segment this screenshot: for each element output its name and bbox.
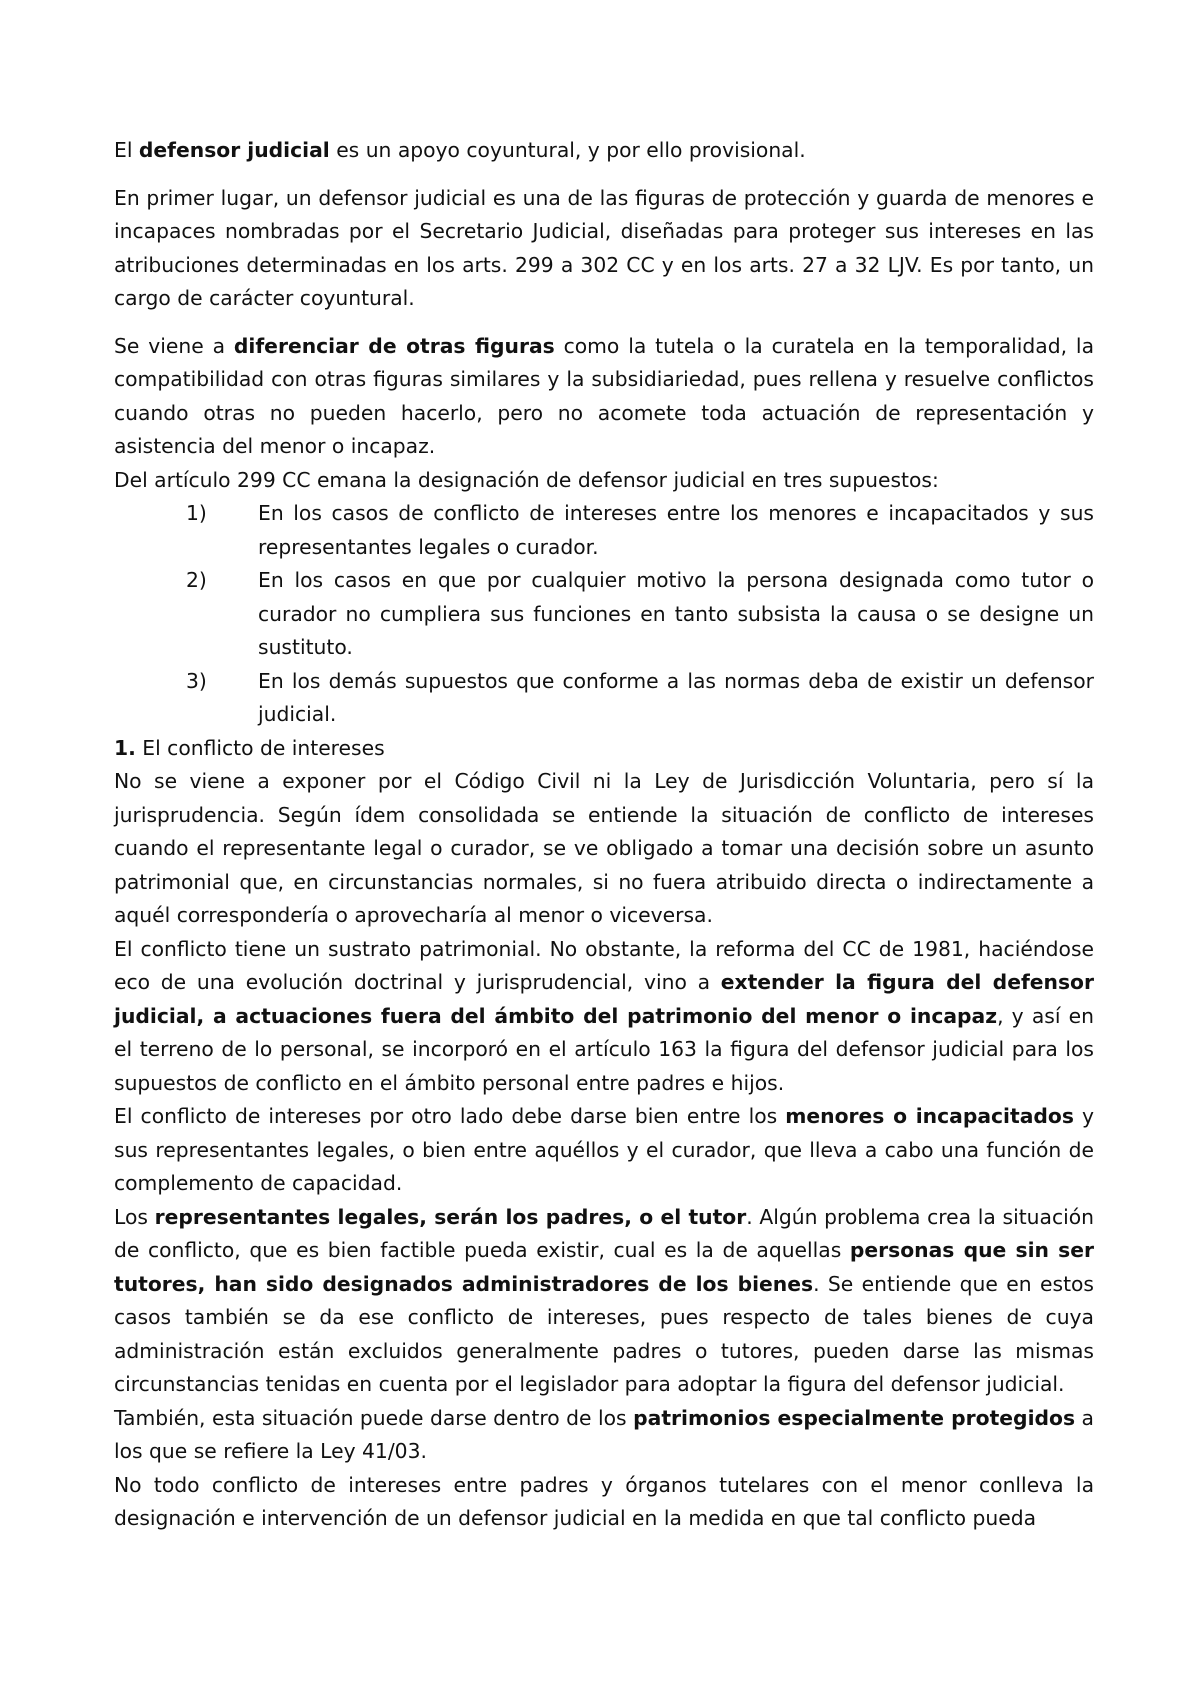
list-item-text: En los demás supuestos que conforme a las normas deba de existir un defensor judicial. xyxy=(258,668,1094,726)
bold-term: diferenciar de otras figuras xyxy=(233,333,555,358)
list-item xyxy=(186,665,1094,732)
paragraph-closing: No todo conflicto de intereses entre padres y órganos tutelares con el menor conlleva la designación e intervención de un defensor judicial en la medida en que tal conflicto pueda xyxy=(114,1472,1094,1530)
list-item-number: 1) xyxy=(186,501,207,525)
paragraph-jurisprudence: No se viene a exponer por el Código Civil ni la Ley de Jurisdicción Voluntaria, pero sí la jurisprudencia. Según ídem consolidada se entiende la situación de conflicto de intereses cuando el representante legal o curador, se ve obligado a tomar una decisión sobre un asunto patrimonial que, en circunstancias normales, si no fuera atribuido directa o indirectamente a aquél correspondería o aprovecharía al menor o viceversa. xyxy=(114,769,1094,927)
list-item-text: En los casos de conflicto de intereses entre los menores e incapacitados y sus representantes legales o curador. xyxy=(258,501,1094,559)
bold-term: representantes legales, serán los padres, o el tutor xyxy=(154,1204,747,1229)
paragraph-intro: El defensor judicial es un apoyo coyuntural, y por ello provisional. xyxy=(114,138,806,162)
bold-term: personas que sin ser tutores, han sido designados administradores de los bienes xyxy=(114,1238,1094,1296)
bold-term: defensor judicial xyxy=(138,138,330,162)
bold-term: extender la figura del defensor judicial, a actuaciones fuera del ámbito del patrimonio del menor o incapaz xyxy=(114,970,1094,1028)
paragraph-patrimonial: El conflicto tiene un sustrato patrimonial. No obstante, la reforma del CC de 1981, haciéndose eco de una evolución doctrinal y jurisprudencial, vino a extender la figura del defensor judicial, a actuaciones fuera del ámbito del patrimonio del menor o incapaz, y así en el terreno de lo personal, se incorporó en el artículo 163 la figura del defensor judicial para los supuestos de conflicto en el ámbito personal entre padres e hijos. xyxy=(114,936,1094,1095)
paragraph-article-299: Del artículo 299 CC emana la designación de defensor judicial en tres supuestos: xyxy=(114,467,939,492)
list-item-number: 3) xyxy=(186,668,207,693)
paragraph-definition: En primer lugar, un defensor judicial es una de las figuras de protección y guarda de menores e incapaces nombradas por el Secretario Judicial, diseñadas para proteger sus intereses en las atribuciones determinadas en los arts. 299 a 302 CC y en los arts. 27 a 32 LJV. Es por tanto, un cargo de carácter coyuntural. xyxy=(114,185,1094,310)
list-item xyxy=(186,497,1094,564)
paragraph-legal-representatives: Los representantes legales, serán los padres, o el tutor. Algún problema crea la situación de conflicto, que es bien factible pueda existir, cual es la de aquellas personas que sin ser tutores, han sido designados administradores de los bienes. Se entiende que en estos casos también se da ese conflicto de intereses, pues respecto de tales bienes de cuya administración están excluidos generalmente padres o tutores, pueden darse las mismas circunstancias tenidas en cuenta por el legislador para adoptar la figura del defensor judicial. xyxy=(114,1204,1094,1396)
paragraph-parties: El conflicto de intereses por otro lado debe darse bien entre los menores o incapacitados y sus representantes legales, o bien entre aquéllos y el curador, que lleva a cabo una función de complemento de capacidad. xyxy=(114,1104,1095,1195)
bold-term: patrimonios especialmente protegidos xyxy=(633,1405,1076,1430)
paragraph-protected-assets: También, esta situación puede darse dentro de los patrimonios especialmente protegidos a los que se refiere la Ley 41/03. xyxy=(114,1405,1094,1463)
section-heading xyxy=(114,732,1094,766)
list-item xyxy=(186,564,1094,665)
section-number: 1. xyxy=(114,735,136,760)
bold-term: menores o incapacitados xyxy=(785,1104,1074,1128)
paragraph-differences: Se viene a diferenciar de otras figuras como la tutela o la curatela en la temporalidad, la compatibilidad con otras figuras similares y la subsidiariedad, pues rellena y resuelve conflictos cuando otras no pueden hacerlo, pero no acomete toda actuación de representación y asistencia del menor o incapaz. xyxy=(114,333,1094,458)
section-title: El conflicto de intereses xyxy=(135,735,385,760)
list-item-number: 2) xyxy=(186,568,207,592)
document-body xyxy=(114,134,1094,1536)
list-item-text: En los casos en que por cualquier motivo la persona designada como tutor o curador no cumpliera sus funciones en tanto subsista la causa o se designe un sustituto. xyxy=(258,568,1094,659)
